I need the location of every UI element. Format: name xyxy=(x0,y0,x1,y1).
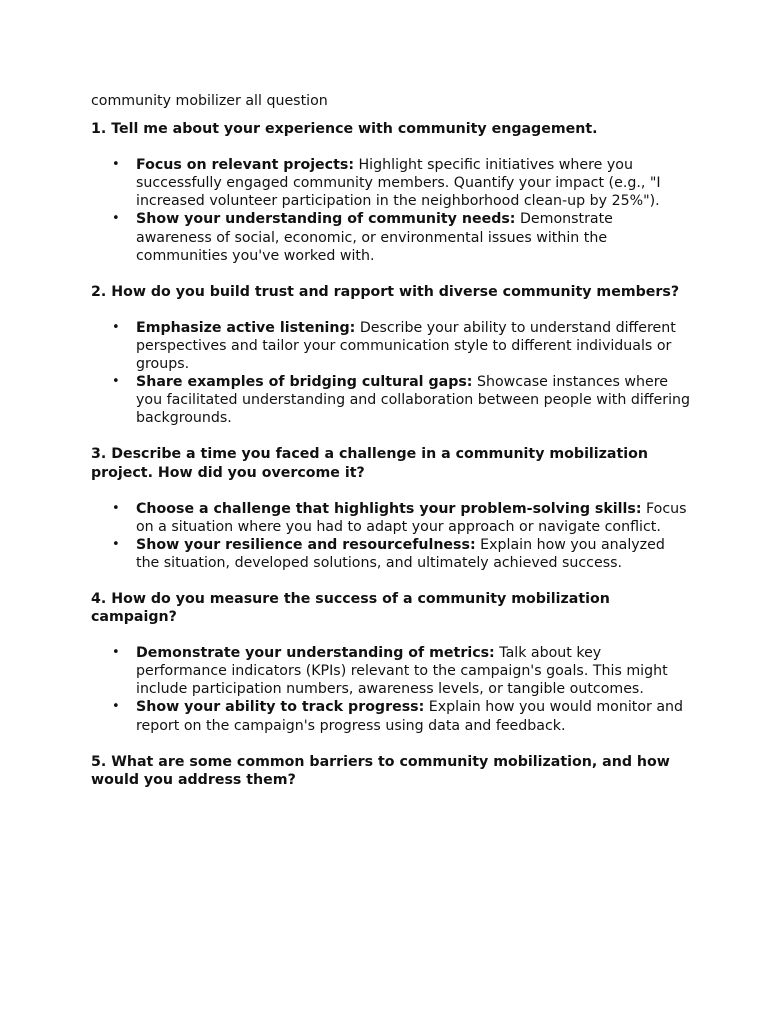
bullet-icon: • xyxy=(112,500,120,516)
question-heading: 1. Tell me about your experience with community engagement. xyxy=(91,121,598,138)
bullet-icon: • xyxy=(112,645,120,661)
question-heading: 3. Describe a time you faced a challenge in a community mobilization project. How did you overcome it? xyxy=(91,446,648,481)
list-item xyxy=(91,500,691,536)
question-points xyxy=(91,319,691,428)
document-body xyxy=(91,92,691,789)
document-title: community mobilizer all question xyxy=(91,93,328,109)
point-text: Highlight specific initiatives where you successfully engaged community members. Quantify your impact (e.g., "I increased volunteer participation in the neighborhood clean-up by 25%"). xyxy=(136,157,661,210)
list-item xyxy=(91,210,691,264)
bullet-icon: • xyxy=(112,319,120,335)
bullet-icon: • xyxy=(112,211,120,227)
bullet-icon: • xyxy=(112,699,120,715)
point-text: Showcase instances where you facilitated understanding and collaboration between people with differing backgrounds. xyxy=(136,374,691,427)
list-item xyxy=(91,319,691,373)
point-heading: Focus on relevant projects: xyxy=(136,157,354,174)
question-points xyxy=(91,156,691,265)
question-heading: 2. How do you build trust and rapport with diverse community members? xyxy=(91,283,680,300)
point-heading: Emphasize active listening: xyxy=(136,319,356,336)
question-heading: 4. How do you measure the success of a community mobilization campaign? xyxy=(91,590,610,626)
point-text: Talk about key performance indicators (KPIs) relevant to the campaign's goals. This might include participation numbers, awareness levels, or tangible outcomes. xyxy=(136,645,668,698)
point-heading: Choose a challenge that highlights your problem-solving skills: xyxy=(136,500,642,517)
question-heading: 5. What are some common barriers to community mobilization, and how would you address them? xyxy=(91,753,670,788)
point-heading: Demonstrate your understanding of metrics: xyxy=(136,645,495,662)
point-text: Demonstrate awareness of social, economic, or environmental issues within the communities you've worked with. xyxy=(136,211,613,264)
point-heading: Share examples of bridging cultural gaps: xyxy=(136,374,473,391)
list-item xyxy=(91,156,691,210)
point-text: Explain how you analyzed the situation, developed solutions, and ultimately achieved success. xyxy=(136,536,665,571)
point-heading: Show your understanding of community needs: xyxy=(136,211,516,228)
bullet-icon: • xyxy=(112,536,120,552)
bullet-icon: • xyxy=(112,157,120,173)
point-text: Describe your ability to understand different perspectives and tailor your communication style to different individuals or groups. xyxy=(136,319,676,373)
point-text: Focus on a situation where you had to adapt your approach or navigate conflict. xyxy=(136,500,687,535)
list-item xyxy=(91,373,691,427)
list-item xyxy=(91,536,691,572)
point-text: Explain how you would monitor and report on the campaign's progress using data and feedback. xyxy=(136,699,684,734)
list-item xyxy=(91,644,691,698)
point-heading: Show your resilience and resourcefulness: xyxy=(136,536,476,553)
point-heading: Show your ability to track progress: xyxy=(136,699,425,716)
list-item xyxy=(91,698,691,734)
question-points xyxy=(91,644,691,734)
question-points xyxy=(91,500,691,572)
bullet-icon: • xyxy=(112,374,120,390)
